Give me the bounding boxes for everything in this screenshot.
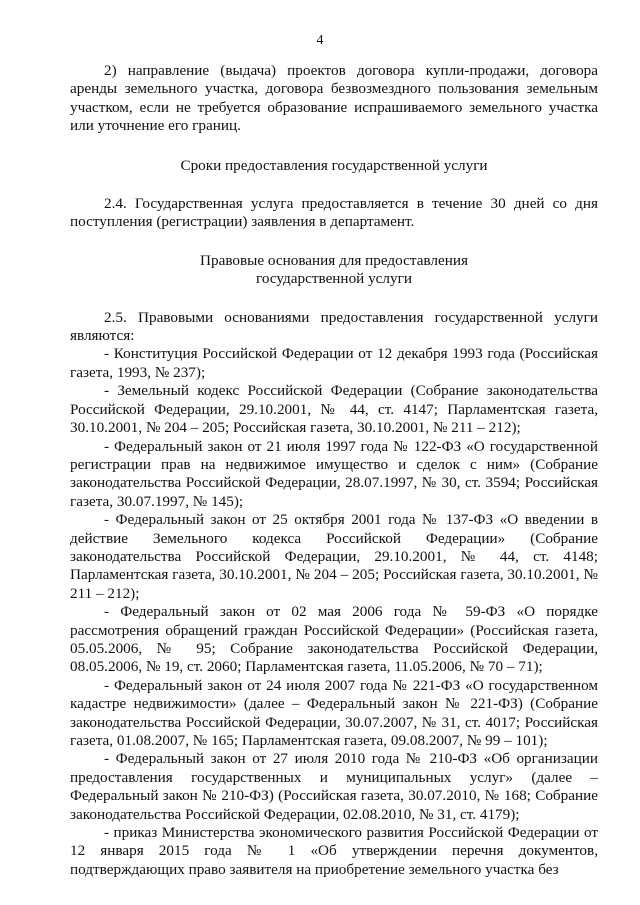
legal-basis-item: - Федеральный закон от 24 июля 2007 года № 221-ФЗ «О государственном кадастре недвижимости» (далее – Федеральный закон № 221-ФЗ) (Собрание законодательства Российской Федерации, 30.07.2007, № 31, ст. 4017; Российская газета, 01.08.2007, № 165; Парламентская газета, 09.08.2007, № 99 – 101); xyxy=(70,676,598,749)
section-heading-legal-line-1: Правовые основания для предоставления xyxy=(200,251,468,269)
spacer xyxy=(70,232,598,252)
legal-basis-item: - Конституция Российской Федерации от 12 декабря 1993 года (Российская газета, 1993, № 237); xyxy=(70,345,598,381)
document-body xyxy=(70,62,598,879)
paragraph-2-5: 2.5. Правовыми основаниями предоставления государственной услуги являются: xyxy=(70,308,598,345)
section-heading-terms: Сроки предоставления государственной услуги xyxy=(180,156,488,174)
legal-basis-item: - Земельный кодекс Российской Федерации (Собрание законодательства Российской Федерации, 29.10.2001, № 44, ст. 4147; Парламентская газета, 30.10.2001, № 204 – 205; Российская газета, 30.10.2001, № 211 – 212); xyxy=(70,382,598,437)
legal-basis-item: - Федеральный закон от 25 октября 2001 года № 137-ФЗ «О введении в действие Земельного кодекса Российской Федерации» (Собрание законодательства Российской Федерации, 29.10.2001, № 44, ст. 4148; Парламентская газета, 30.10.2001, № 204 – 205; Российская газета, 30.10.2001, № 211 – 212); xyxy=(70,511,598,602)
spacer xyxy=(70,289,598,309)
item-2-paragraph: 2) направление (выдача) проектов договора купли-продажи, договора аренды земельного участка, договора безвозмездного пользования земельным участком, если не требуется образование испрашиваемого земельного участка или уточнение его границ. xyxy=(70,62,598,135)
section-heading-legal-line-2: государственной услуги xyxy=(256,270,412,288)
spacer xyxy=(70,136,598,157)
spacer xyxy=(70,175,598,195)
page-number: 4 xyxy=(316,33,324,48)
legal-basis-item: - Федеральный закон от 21 июля 1997 года № 122-ФЗ «О государственной регистрации прав на недвижимое имущество и сделок с ним» (Собрание законодательства Российской Федерации, 28.07.1997, № 30, ст. 3594; Российская газета, 30.07.1997, № 145); xyxy=(70,437,598,510)
legal-basis-item: - Федеральный закон от 02 мая 2006 года № 59-ФЗ «О порядке рассмотрения обращений граждан Российской Федерации» (Российская газета, 05.05.2006, № 95; Собрание законодательства Российской Федерации, 08.05.2006, № 19, ст. 2060; Парламентская газета, 11.05.2006, № 70 – 71); xyxy=(70,603,598,676)
legal-basis-item-continued: - приказ Министерства экономического развития Российской Федерации от 12 января 2015 года № 1 «Об утверждении перечня документов, подтверждающих право заявителя на приобретение земельного участка без xyxy=(70,824,598,878)
paragraph-2-4: 2.4. Государственная услуга предоставляется в течение 30 дней со дня поступления (регистрации) заявления в департамент. xyxy=(70,195,598,231)
legal-basis-item: - Федеральный закон от 27 июля 2010 года № 210-ФЗ «Об организации предоставления государственных и муниципальных услуг» (далее – Федеральный закон № 210-ФЗ) (Российская газета, 30.07.2010, № 168; Собрание законодательства Российской Федерации, 02.08.2010, № 31, ст. 4179); xyxy=(70,750,598,823)
